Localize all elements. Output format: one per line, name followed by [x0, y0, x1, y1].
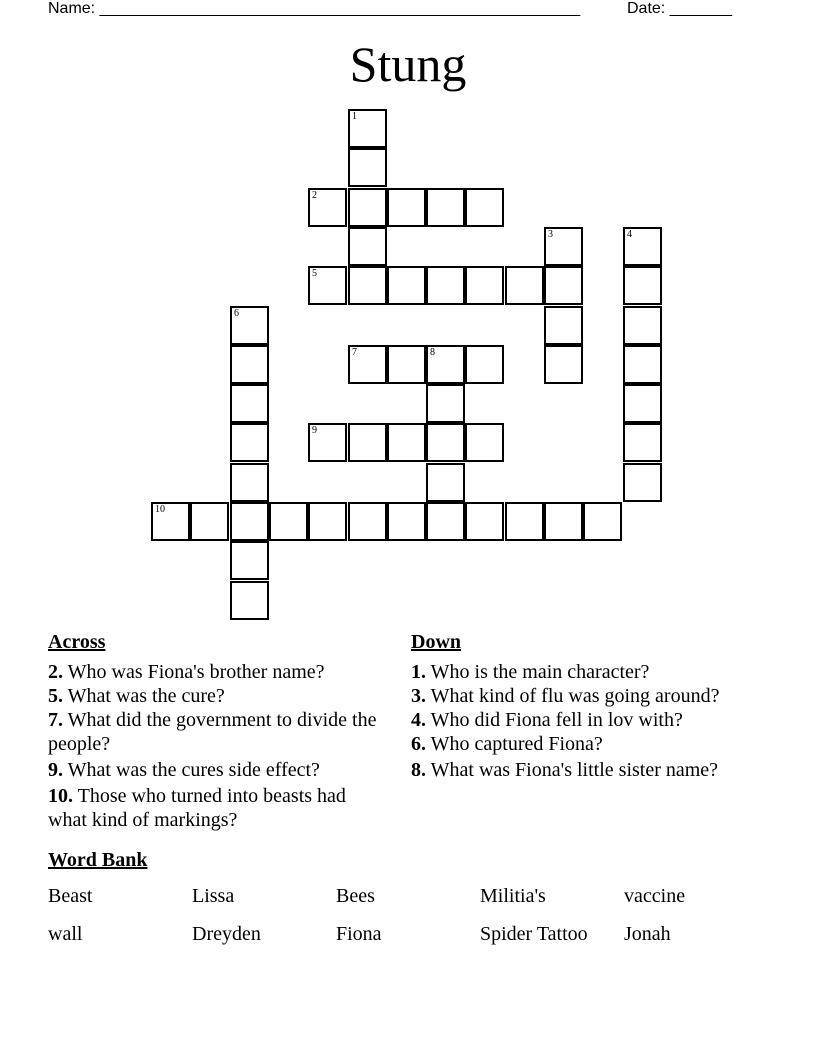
clue-number: 9.	[48, 759, 63, 781]
crossword-cell[interactable]	[230, 541, 269, 580]
word-bank-item: Lissa	[192, 885, 235, 907]
clue-number-label: 10	[155, 504, 165, 515]
clue-number-label: 7	[352, 347, 357, 358]
word-bank-heading: Word Bank	[48, 849, 148, 871]
crossword-cell[interactable]	[387, 502, 426, 541]
word-bank-item: vaccine	[624, 885, 686, 907]
across-clue-7	[48, 708, 388, 756]
crossword-cell[interactable]	[426, 188, 465, 227]
clue-number-label: 4	[627, 229, 632, 240]
crossword-cell[interactable]	[623, 463, 662, 502]
crossword-cell[interactable]	[623, 384, 662, 423]
clue-number-label: 1	[352, 111, 357, 122]
crossword-cell[interactable]	[426, 502, 465, 541]
word-bank-item: Jonah	[624, 923, 671, 945]
clue-text: What did the government to divide the people?	[48, 709, 377, 755]
clue-number-label: 6	[234, 308, 239, 319]
clue-number: 7.	[48, 709, 63, 731]
clue-number: 2.	[48, 661, 63, 683]
word-bank-item: wall	[48, 923, 83, 945]
crossword-cell[interactable]	[387, 188, 426, 227]
crossword-cell[interactable]	[230, 306, 269, 345]
across-clues	[48, 630, 388, 832]
down-clues	[411, 630, 751, 782]
word-bank	[48, 846, 686, 945]
crossword-cell[interactable]	[348, 227, 387, 266]
crossword-cell[interactable]	[308, 266, 347, 305]
crossword-cell[interactable]	[348, 423, 387, 462]
clue-text: What kind of flu was going around?	[426, 685, 720, 707]
across-clue-2	[48, 660, 388, 684]
crossword-cell[interactable]	[230, 463, 269, 502]
crossword-cell[interactable]	[544, 306, 583, 345]
down-clue-3	[411, 684, 751, 708]
crossword-cell[interactable]	[465, 188, 504, 227]
across-clue-10	[48, 784, 388, 832]
down-clue-8	[411, 758, 751, 782]
crossword-cell[interactable]	[465, 345, 504, 384]
crossword-cell[interactable]	[465, 502, 504, 541]
crossword-cell[interactable]	[623, 345, 662, 384]
crossword-cell[interactable]	[426, 266, 465, 305]
crossword-cell[interactable]	[387, 266, 426, 305]
crossword-cell[interactable]	[623, 423, 662, 462]
across-clue-9	[48, 758, 388, 782]
crossword-cell[interactable]	[230, 384, 269, 423]
crossword-cell[interactable]	[190, 502, 229, 541]
clue-text: What was the cures side effect?	[63, 759, 320, 781]
word-bank-item: Militia's	[480, 885, 546, 907]
down-clue-4	[411, 708, 751, 732]
page-title: Stung	[349, 36, 467, 92]
crossword-cell[interactable]	[308, 188, 347, 227]
crossword-cell[interactable]	[348, 109, 387, 148]
clue-text: What was Fiona's little sister name?	[426, 759, 719, 781]
word-bank-item: Fiona	[336, 923, 382, 945]
crossword-cell[interactable]	[465, 266, 504, 305]
crossword-cell[interactable]	[465, 423, 504, 462]
clue-number-label: 8	[430, 347, 435, 358]
crossword-cell[interactable]	[230, 581, 269, 620]
crossword-cell[interactable]	[544, 345, 583, 384]
down-clue-1	[411, 660, 751, 684]
word-bank-item: Dreyden	[192, 923, 261, 945]
crossword-cell[interactable]	[269, 502, 308, 541]
crossword-cell[interactable]	[426, 423, 465, 462]
crossword-cell[interactable]	[505, 502, 544, 541]
crossword-cell[interactable]	[230, 423, 269, 462]
across-clue-5	[48, 684, 388, 708]
clue-number-label: 2	[312, 190, 317, 201]
crossword-cell[interactable]	[348, 502, 387, 541]
crossword-cell[interactable]	[348, 188, 387, 227]
clue-text: Who was Fiona's brother name?	[63, 661, 325, 683]
clue-number: 5.	[48, 685, 63, 707]
clue-number: 3.	[411, 685, 426, 707]
crossword-cell[interactable]	[387, 345, 426, 384]
crossword-cell[interactable]	[308, 502, 347, 541]
crossword-cell[interactable]	[544, 266, 583, 305]
crossword-cell[interactable]	[623, 227, 662, 266]
clue-number: 10.	[48, 785, 73, 807]
clue-number: 1.	[411, 661, 426, 683]
across-heading: Across	[48, 631, 106, 653]
clue-number-label: 5	[312, 268, 317, 279]
clue-number-label: 9	[312, 425, 317, 436]
word-bank-item: Spider Tattoo	[480, 923, 588, 945]
clue-text: What was the cure?	[63, 685, 225, 707]
crossword-cell[interactable]	[426, 463, 465, 502]
crossword-cell[interactable]	[348, 345, 387, 384]
crossword-cell[interactable]	[387, 423, 426, 462]
crossword-cell[interactable]	[308, 423, 347, 462]
clue-number: 4.	[411, 709, 426, 731]
crossword-cell[interactable]	[505, 266, 544, 305]
crossword-cell[interactable]	[623, 266, 662, 305]
crossword-cell[interactable]	[348, 266, 387, 305]
crossword-cell[interactable]	[230, 502, 269, 541]
date-field[interactable]: Date: _______	[627, 0, 732, 17]
clue-text: Who is the main character?	[426, 661, 650, 683]
crossword-cell[interactable]	[230, 345, 269, 384]
name-field[interactable]: Name: ______________________________________________________	[48, 0, 581, 17]
clue-text: Who did Fiona fell in lov with?	[426, 709, 683, 731]
clue-number: 8.	[411, 759, 426, 781]
crossword-cell[interactable]	[623, 306, 662, 345]
crossword-cell[interactable]	[544, 227, 583, 266]
clue-text: Who captured Fiona?	[426, 733, 603, 755]
down-heading: Down	[411, 631, 462, 653]
crossword-cell[interactable]	[426, 384, 465, 423]
crossword-cell[interactable]	[583, 502, 622, 541]
down-clue-6	[411, 732, 751, 756]
clue-number: 6.	[411, 733, 426, 755]
crossword-cell[interactable]	[151, 502, 190, 541]
word-bank-item: Beast	[48, 885, 93, 907]
crossword-cell[interactable]	[544, 502, 583, 541]
clue-text: Those who turned into beasts had what kind of markings?	[48, 785, 346, 831]
clue-number-label: 3	[548, 229, 553, 240]
word-bank-item: Bees	[336, 885, 375, 907]
crossword-cell[interactable]	[348, 148, 387, 187]
crossword-cell[interactable]	[426, 345, 465, 384]
